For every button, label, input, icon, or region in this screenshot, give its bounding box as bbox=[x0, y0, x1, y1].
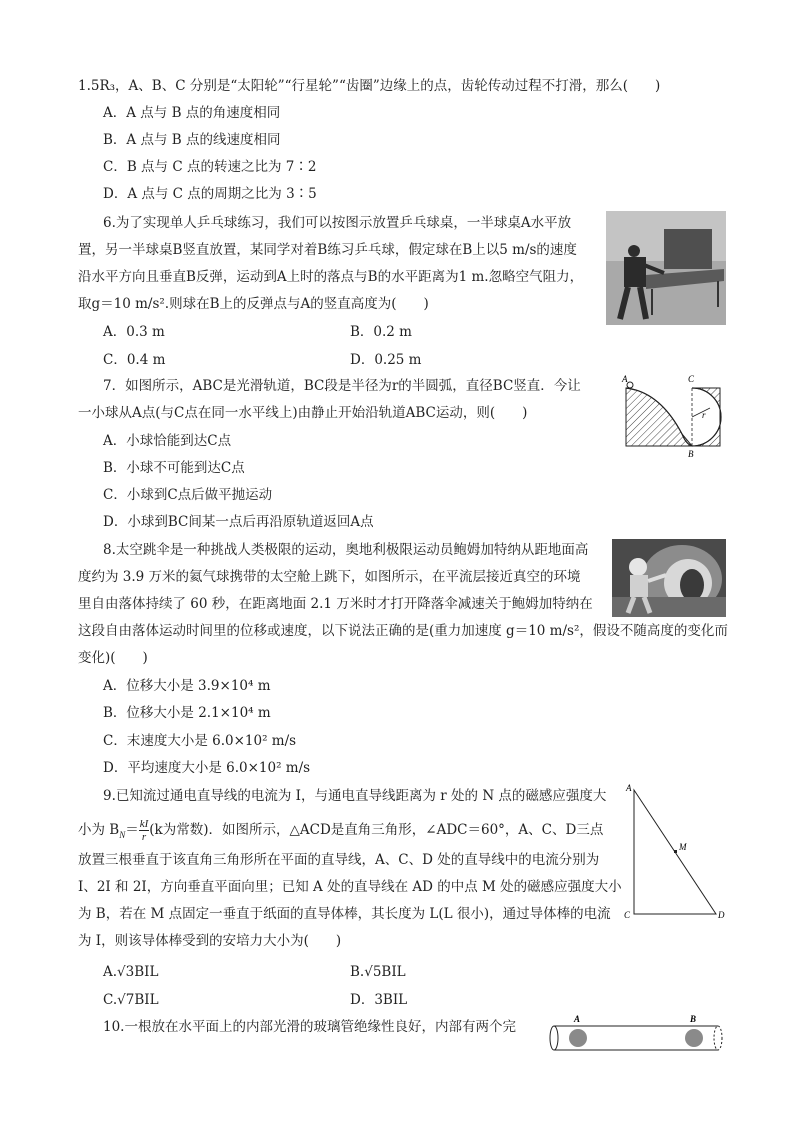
q7-line-1: 7．如图所示，ABC是光滑轨道，BC段是半径为r的半圆弧，直径BC竖直．今让 bbox=[103, 378, 581, 394]
q9-formula-prefix: 小为 B bbox=[78, 822, 120, 838]
q5-option-b: B．A 点与 B 点的线速度相同 bbox=[103, 132, 281, 148]
q7-label-c: C bbox=[688, 374, 695, 384]
q7-option-a: A．小球恰能到达C点 bbox=[103, 433, 232, 449]
q5-option-c: C．B 点与 C 点的转速之比为 7∶2 bbox=[103, 159, 317, 175]
q6-option-d: D．0.25 m bbox=[350, 352, 422, 368]
q9-formula-sub: N bbox=[119, 829, 126, 840]
q9-fraction-den: r bbox=[141, 831, 147, 843]
q5-option-a: A．A 点与 B 点的角速度相同 bbox=[103, 105, 281, 121]
q9-label-m: M bbox=[679, 842, 687, 852]
q9-formula-eq: ＝ bbox=[125, 822, 139, 838]
q8-option-d: D．平均速度大小是 6.0×10² m/s bbox=[103, 760, 311, 776]
q9-triangle-diagram bbox=[622, 780, 732, 922]
q8-line-1: 8.太空跳伞是一种挑战人类极限的运动，奥地利极限运动员鲍姆加特纳从距地面高 bbox=[103, 542, 589, 558]
q7-label-r: r bbox=[702, 410, 706, 420]
q6-line-1: 6.为了实现单人乒乓球练习，我们可以按图示放置乒乓球桌，一半球桌A水平放 bbox=[103, 215, 572, 231]
q7-line-2: 一小球从A点(与C点在同一水平线上)由静止开始沿轨道ABC运动，则( ) bbox=[78, 405, 528, 421]
q9-line-6: 为 I，则该导体棒受到的安培力大小为( ) bbox=[78, 933, 342, 949]
q9-fraction-num: kI bbox=[139, 818, 149, 830]
q7-option-b: B．小球不可能到达C点 bbox=[103, 460, 245, 476]
q9-line-3: 放置三根垂直于该直角三角形所在平面的直导线，A、C、D 处的直导线中的电流分别为 bbox=[78, 852, 600, 868]
q7-label-b: B bbox=[688, 449, 694, 459]
q5-option-d: D．A 点与 C 点的周期之比为 3∶5 bbox=[103, 186, 317, 202]
q8-line-5: 变化)( ) bbox=[78, 650, 148, 666]
q9-label-a: A bbox=[626, 783, 632, 793]
q9-label-c: C bbox=[624, 910, 631, 920]
q8-line-4: 这段自由落体运动时间里的位移或速度，以下说法正确的是(重力加速度 g＝10 m/s²，假设不随高度的变化而 bbox=[78, 623, 728, 639]
q9-line-1: 9.已知流过通电直导线的电流为 I，与通电直导线距离为 r 处的 N 点的磁感应强度大 bbox=[103, 788, 607, 804]
q9-option-d: D．3BIL bbox=[350, 992, 408, 1008]
space-jump-photo bbox=[612, 539, 726, 617]
q9-line-5: 为 B，若在 M 点固定一垂直于纸面的直导体棒，其长度为 L(L 很小)，通过导体棒的电流 bbox=[78, 906, 611, 922]
q10-label-b: B bbox=[690, 1014, 697, 1024]
q9-option-c: C.√7BIL bbox=[103, 992, 159, 1008]
q6-line-2: 置，另一半球桌B竖直放置，某同学对着B练习乒乓球，假定球在B上以5 m/s的速度 bbox=[78, 242, 577, 258]
q9-formula-rest: (k为常数)．如图所示，△ACD是直角三角形，∠ADC＝60°，A、C、D三点 bbox=[149, 822, 604, 838]
q9-label-d: D bbox=[718, 910, 725, 920]
q9-option-b: B.√5BIL bbox=[350, 964, 406, 980]
q8-option-c: C．末速度大小是 6.0×10² m/s bbox=[103, 733, 297, 749]
q7-option-c: C．小球到C点后做平抛运动 bbox=[103, 487, 273, 503]
q8-option-b: B．位移大小是 2.1×10⁴ m bbox=[103, 705, 271, 721]
q9-line-2 bbox=[78, 818, 603, 846]
q7-label-a: A bbox=[622, 374, 628, 384]
q7-track-diagram bbox=[620, 372, 730, 460]
q6-option-b: B．0.2 m bbox=[350, 324, 412, 340]
q6-option-a: A．0.3 m bbox=[103, 324, 165, 340]
q9-option-a: A.√3BIL bbox=[103, 964, 159, 980]
q8-line-2: 度约为 3.9 万米的氦气球携带的太空舱上跳下，如图所示，在平流层接近真空的环境 bbox=[78, 569, 581, 585]
q9-fraction bbox=[139, 818, 150, 843]
q5-stem: 1.5R₃，A、B、C 分别是“太阳轮”“行星轮”“齿圈”边缘上的点，齿轮传动过程不打滑，那么( ) bbox=[78, 78, 661, 94]
q7-option-d: D．小球到BC间某一点后再沿原轨道返回A点 bbox=[103, 514, 374, 530]
q6-option-c: C．0.4 m bbox=[103, 352, 166, 368]
q6-line-4: 取g＝10 m/s².则球在B上的反弹点与A的竖直高度为( ) bbox=[78, 296, 429, 312]
q10-glass-tube-diagram bbox=[546, 1012, 726, 1052]
ping-pong-photo bbox=[606, 211, 726, 325]
q6-line-3: 沿水平方向且垂直B反弹，运动到A上时的落点与B的水平距离为1 m.忽略空气阻力， bbox=[78, 269, 584, 285]
q8-line-3: 里自由落体持续了 60 秒，在距离地面 2.1 万米时才打开降落伞减速关于鲍姆加特纳在 bbox=[78, 596, 593, 612]
q10-label-a: A bbox=[574, 1014, 581, 1024]
q8-option-a: A．位移大小是 3.9×10⁴ m bbox=[103, 678, 271, 694]
q10-line-1: 10.一根放在水平面上的内部光滑的玻璃管绝缘性良好，内部有两个完 bbox=[103, 1019, 516, 1035]
q9-line-4: I、2I 和 2I，方向垂直平面向里；已知 A 处的直导线在 AD 的中点 M 处的磁感应强度大小 bbox=[78, 879, 622, 895]
